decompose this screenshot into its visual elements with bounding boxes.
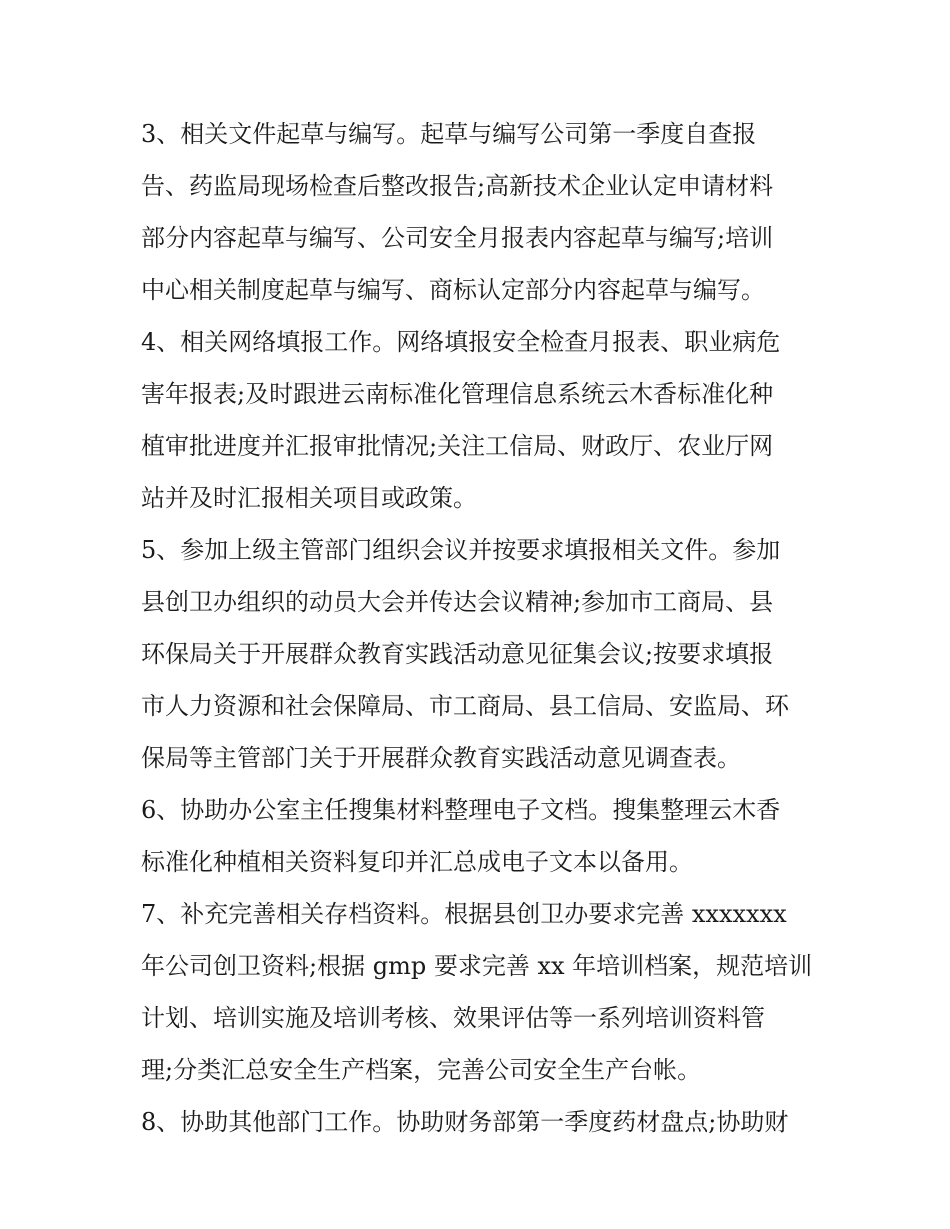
text-line: 植审批进度并汇报审批情况;关注工信局、财政厅、农业厅网: [141, 432, 774, 460]
text-line: 6、协助办公室主任搜集材料整理电子文档。搜集整理云木香: [141, 796, 781, 824]
text-line: 害年报表;及时跟进云南标准化管理信息系统云木香标准化种: [141, 380, 774, 408]
text-line: 年公司创卫资料;根据 gmp 要求完善 xx 年培训档案，规范培训: [141, 952, 813, 980]
text-line: 5、参加上级主管部门组织会议并按要求填报相关文件。参加: [141, 536, 781, 564]
text-line: 3、相关文件起草与编写。起草与编写公司第一季度自查报: [141, 120, 757, 148]
document-body: [141, 108, 813, 1148]
text-line: 计划、培训实施及培训考核、效果评估等一系列培训资料管: [141, 1004, 765, 1032]
text-line: 理;分类汇总安全生产档案，完善公司安全生产台帐。: [141, 1056, 702, 1084]
text-line: 站并及时汇报相关项目或政策。: [141, 484, 477, 512]
text-line: 保局等主管部门关于开展群众教育实践活动意见调查表。: [141, 744, 741, 772]
text-line: 4、相关网络填报工作。网络填报安全检查月报表、职业病危: [141, 328, 781, 356]
text-line: 县创卫办组织的动员大会并传达会议精神;参加市工商局、县: [141, 588, 774, 616]
text-line: 环保局关于开展群众教育实践活动意见征集会议;按要求填报: [141, 640, 774, 668]
text-line: 8、协助其他部门工作。协助财务部第一季度药材盘点;协助财: [141, 1108, 789, 1136]
text-line: 告、药监局现场检查后整改报告;高新技术企业认定申请材料: [141, 172, 774, 200]
text-line: 中心相关制度起草与编写、商标认定部分内容起草与编写。: [141, 276, 765, 304]
text-line: 7、补充完善相关存档资料。根据县创卫办要求完善 xxxxxxx: [141, 900, 787, 928]
text-line: 部分内容起草与编写、公司安全月报表内容起草与编写;培训: [141, 224, 774, 252]
text-line: 市人力资源和社会保障局、市工商局、县工信局、安监局、环: [141, 692, 789, 720]
text-line: 标准化种植相关资料复印并汇总成电子文本以备用。: [141, 848, 693, 876]
